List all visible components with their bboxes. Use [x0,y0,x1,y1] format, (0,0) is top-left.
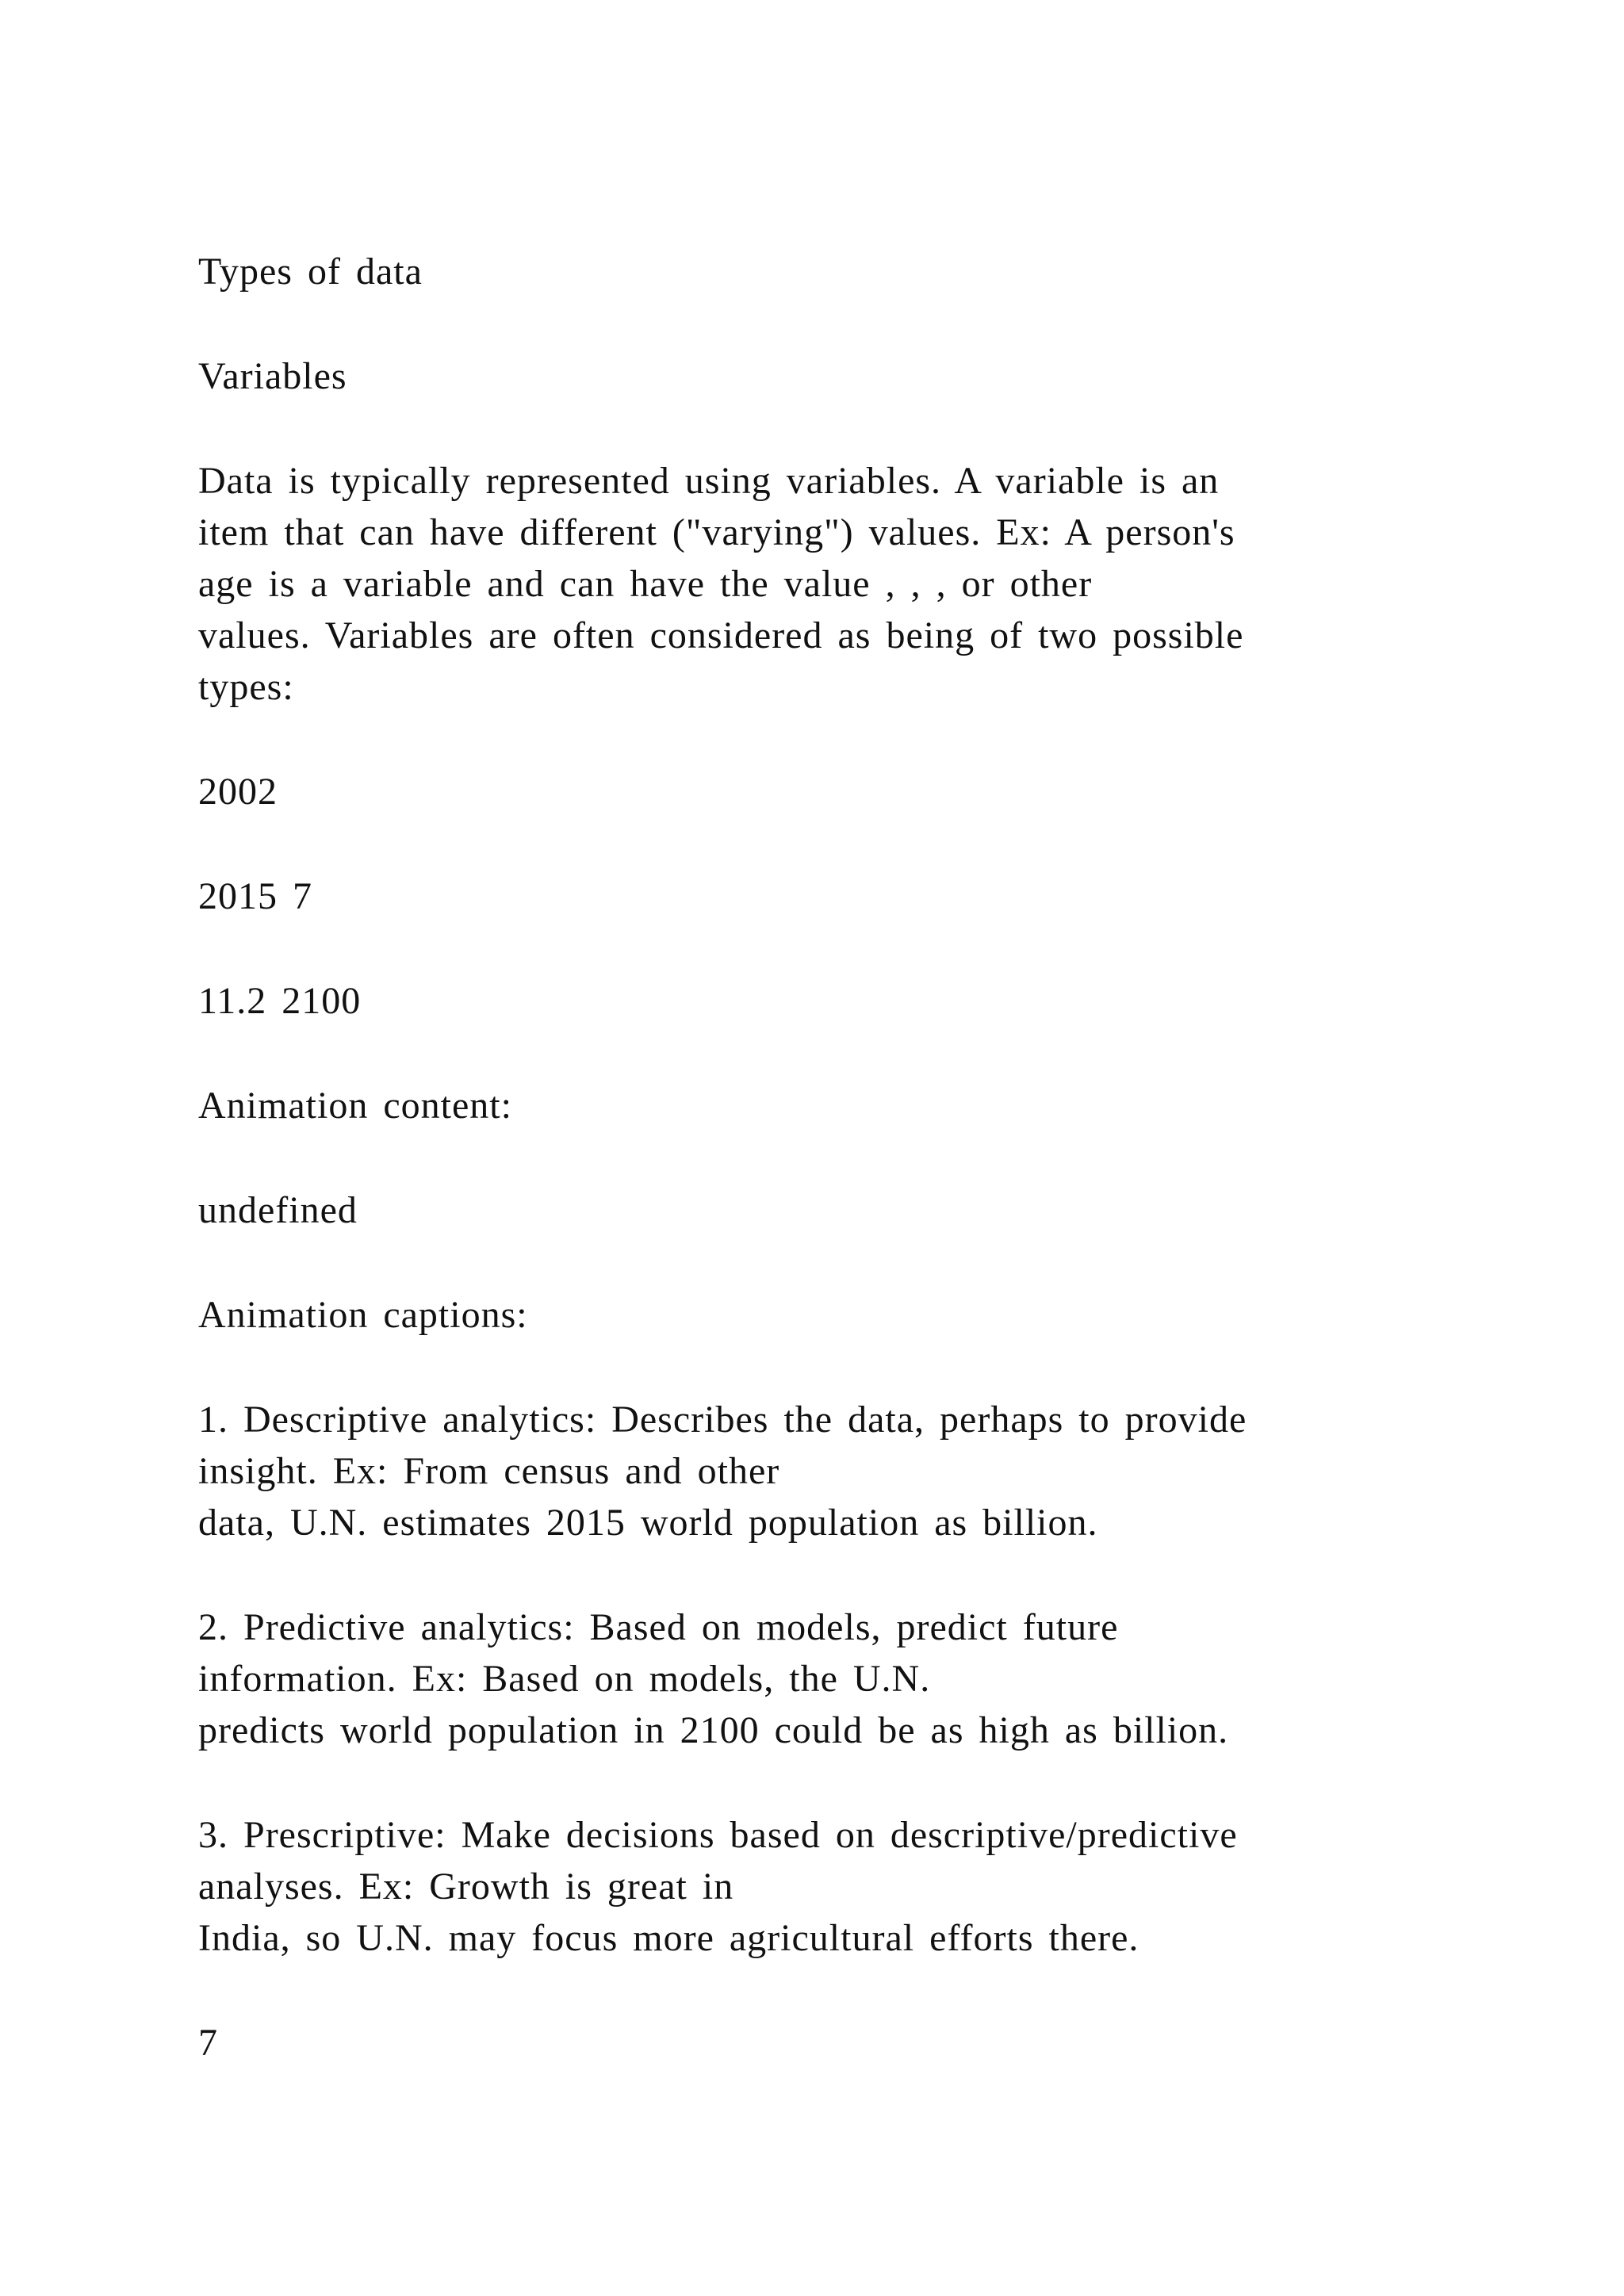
text-line: information. Ex: Based on models, the U.N. [198,1658,931,1700]
text-line: analyses. Ex: Growth is great in [198,1866,734,1908]
text-line: Animation captions: [198,1294,528,1336]
text-line: Data is typically represented using variables. A variable is an [198,460,1220,502]
text-line: 3. Prescriptive: Make decisions based on descriptive/predictive [198,1814,1238,1856]
text-line: Types of data [198,251,423,293]
text-line: age is a variable and can have the value , , , or other [198,563,1093,605]
text-line: 7 [198,2022,218,2064]
text-line: 2. Predictive analytics: Based on models, predict future [198,1606,1119,1648]
text-line: insight. Ex: From census and other [198,1450,780,1492]
text-line: predicts world population in 2100 could be as high as billion. [198,1709,1229,1751]
text-line: 2002 [198,771,278,813]
text-line: 1. Descriptive analytics: Describes the data, perhaps to provide [198,1399,1247,1441]
text-line: data, U.N. estimates 2015 world population as billion. [198,1502,1098,1544]
value-line-11-2 [198,975,1435,1027]
document-body [198,246,1435,2122]
text-line: Animation content: [198,1085,512,1127]
trailing-number [198,2017,1435,2068]
text-line: 11.2 2100 [198,980,362,1022]
text-line: 2015 7 [198,875,312,917]
text-line: Variables [198,355,347,397]
paragraph-variables-definition [198,455,1435,713]
heading-variables [198,350,1435,402]
value-line-2015 [198,871,1435,922]
caption-prescriptive [198,1809,1435,1964]
label-animation-captions [198,1289,1435,1341]
text-line: types: [198,666,294,708]
text-line: India, so U.N. may focus more agricultural efforts there. [198,1917,1139,1959]
caption-descriptive-analytics [198,1394,1435,1548]
caption-predictive-analytics [198,1601,1435,1756]
text-line: undefined [198,1189,358,1231]
heading-types-of-data [198,246,1435,297]
text-line: item that can have different ("varying") values. Ex: A person's [198,511,1235,553]
text-undefined [198,1184,1435,1236]
value-line-2002 [198,766,1435,817]
label-animation-content [198,1080,1435,1131]
text-line: values. Variables are often considered as being of two possible [198,614,1244,656]
